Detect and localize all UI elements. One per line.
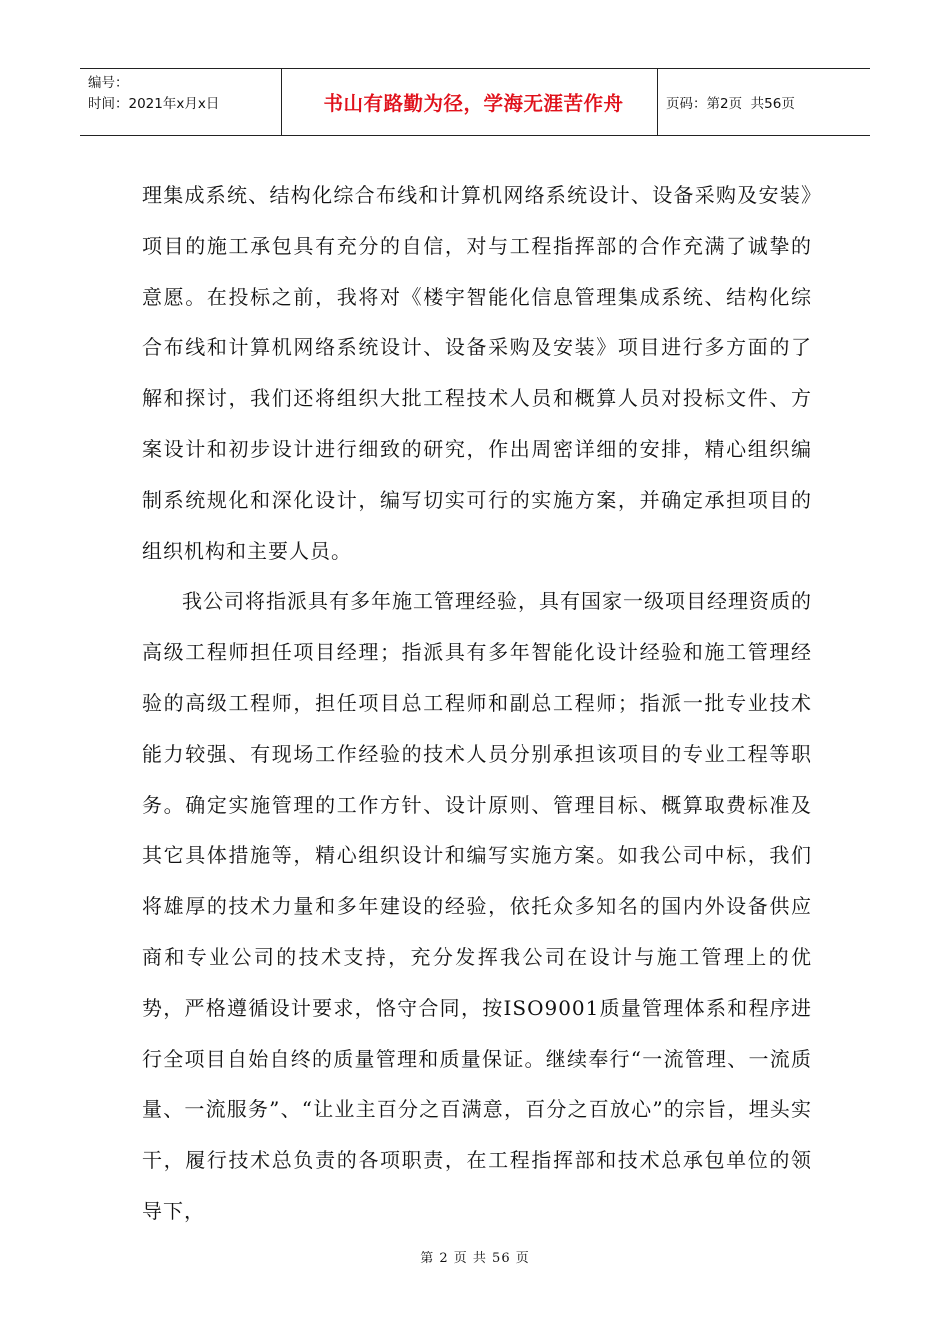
page-header (80, 68, 870, 136)
document-body (142, 170, 812, 1237)
body-paragraph: 理集成系统、结构化综合布线和计算机网络系统设计、设备采购及安装》项目的施工承包具有充分的自信，对与工程指挥部的合作充满了诚挚的意愿。在投标之前，我将对《楼宇智能化信息管理集成系统、结构化综合布线和计算机网络系统设计、设备采购及安装》项目进行多方面的了解和探讨，我们还将组织大批工程技术人员和概算人员对投标文件、方案设计和初步设计进行细致的研究，作出周密详细的安排，精心组织编制系统规化和深化设计，编写切实可行的实施方案，并确定承担项目的组织机构和主要人员。 (142, 183, 812, 563)
document-time-label: 时间：2021年x月x日 (88, 96, 220, 112)
header-page-info: 页码：第2页 共56页 (666, 96, 795, 112)
document-number-label: 编号： (88, 75, 129, 91)
header-motto-cell (282, 69, 658, 135)
header-page-cell (658, 69, 870, 135)
header-motto: 书山有路勤为径，学海无涯苦作舟 (323, 92, 624, 115)
page-footer: 第 2 页 共 56 页 (420, 1251, 530, 1266)
header-meta (80, 69, 282, 135)
body-paragraph: 我公司将指派具有多年施工管理经验，具有国家一级项目经理资质的高级工程师担任项目经理；指派具有多年智能化设计经验和施工管理经验的高级工程师，担任项目总工程师和副总工程师；指派一批专业技术能力较强、有现场工作经验的技术人员分别承担该项目的专业工程等职务。确定实施管理的工作方针、设计原则、管理目标、概算取费标准及其它具体措施等，精心组织设计和编写实施方案。如我公司中标，我们将雄厚的技术力量和多年建设的经验，依托众多知名的国内外设备供应商和专业公司的技术支持，充分发挥我公司在设计与施工管理上的优势，严格遵循设计要求，恪守合同，按ISO9001质量管理体系和程序进行全项目自始自终的质量管理和质量保证。继续奉行“一流管理、一流质量、一流服务”、“让业主百分之百满意，百分之百放心”的宗旨，埋头实干，履行技术总负责的各项职责，在工程指挥部和技术总承包单位的领导下， (142, 589, 812, 1223)
